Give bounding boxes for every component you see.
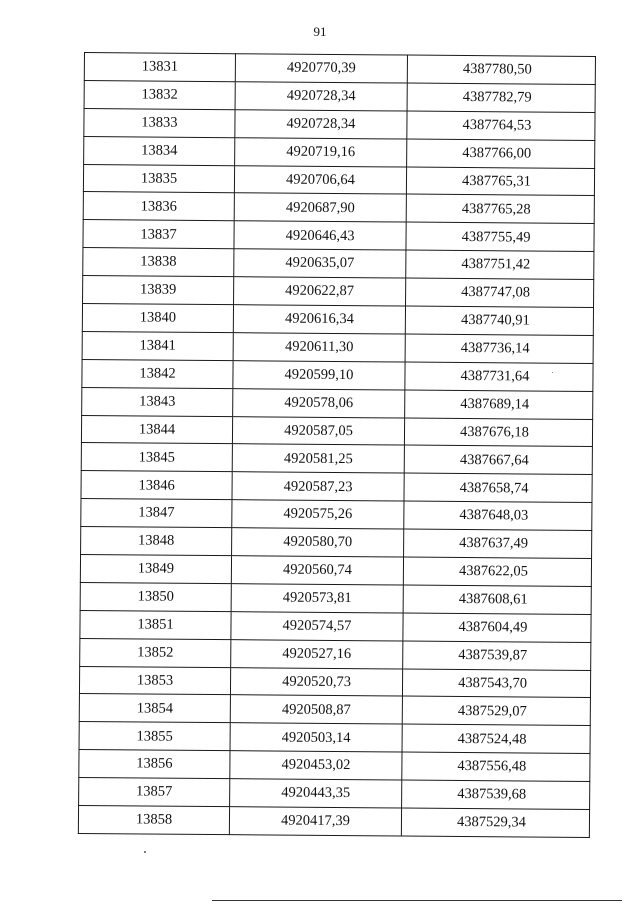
coordinate-table: [78, 52, 596, 838]
point-number-cell: 13854: [79, 694, 230, 723]
table-row: [79, 722, 590, 754]
x-coordinate-cell: 4920728,34: [235, 109, 407, 138]
x-coordinate-cell: 4920728,34: [235, 82, 407, 111]
table-row: [83, 192, 594, 224]
y-coordinate-cell: 4387689,14: [405, 390, 593, 419]
point-number-cell: 13835: [83, 164, 234, 193]
y-coordinate-cell: 4387667,64: [404, 445, 592, 474]
table-row: [79, 778, 590, 810]
x-coordinate-cell: 4920635,07: [234, 249, 406, 278]
table-row: [84, 53, 595, 85]
point-number-cell: 13841: [82, 331, 233, 360]
table-row: [84, 136, 595, 168]
y-coordinate-cell: 4387764,53: [407, 111, 595, 140]
y-coordinate-cell: 4387543,70: [402, 669, 590, 698]
table-row: [80, 610, 591, 642]
table-row: [81, 499, 592, 531]
point-number-cell: 13833: [84, 108, 235, 137]
table-row: [82, 331, 593, 363]
table-row: [79, 694, 590, 726]
table-row: [82, 304, 593, 336]
x-coordinate-cell: 4920443,35: [230, 779, 402, 808]
table-row: [83, 248, 594, 280]
y-coordinate-cell: 4387765,28: [406, 194, 594, 223]
page-number: 91: [313, 24, 327, 39]
table-row: [81, 415, 592, 447]
x-coordinate-cell: 4920574,57: [231, 611, 403, 640]
x-coordinate-cell: 4920527,16: [231, 639, 403, 668]
y-coordinate-cell: 4387766,00: [407, 139, 595, 168]
x-coordinate-cell: 4920706,64: [234, 165, 406, 194]
y-coordinate-cell: 4387608,61: [403, 585, 591, 614]
point-number-cell: 13846: [81, 471, 232, 500]
table-row: [83, 220, 594, 252]
x-coordinate-cell: 4920453,02: [230, 751, 402, 780]
y-coordinate-cell: 4387648,03: [404, 501, 592, 530]
table-row: [84, 108, 595, 140]
point-number-cell: 13839: [83, 276, 234, 305]
point-number-cell: 13851: [80, 610, 231, 639]
x-coordinate-cell: 4920575,26: [232, 500, 404, 529]
point-number-cell: 13849: [80, 555, 231, 584]
y-coordinate-cell: 4387604,49: [403, 613, 591, 642]
y-coordinate-cell: 4387780,50: [407, 55, 595, 84]
table-row: [83, 276, 594, 308]
y-coordinate-cell: 4387556,48: [402, 752, 590, 781]
point-number-cell: 13848: [81, 527, 232, 556]
y-coordinate-cell: 4387539,68: [402, 780, 590, 809]
y-coordinate-cell: 4387755,49: [406, 222, 594, 251]
y-coordinate-cell: 4387782,79: [407, 83, 595, 112]
x-coordinate-cell: 4920560,74: [231, 556, 403, 585]
x-coordinate-cell: 4920508,87: [230, 695, 402, 724]
table-row: [79, 750, 590, 782]
y-coordinate-cell: 4387731,64: [405, 362, 593, 391]
y-coordinate-cell: 4387751,42: [406, 250, 594, 279]
x-coordinate-cell: 4920599,10: [233, 360, 405, 389]
y-coordinate-cell: 4387740,91: [405, 306, 593, 335]
y-coordinate-cell: 4387524,48: [402, 724, 590, 753]
point-number-cell: 13838: [83, 248, 234, 277]
point-number-cell: 13855: [79, 722, 230, 751]
scan-speck: [144, 851, 146, 853]
scan-speck: [552, 372, 553, 373]
x-coordinate-cell: 4920573,81: [231, 584, 403, 613]
y-coordinate-cell: 4387658,74: [404, 473, 592, 502]
table-row: [83, 164, 594, 196]
x-coordinate-cell: 4920578,06: [233, 388, 405, 417]
point-number-cell: 13843: [82, 387, 233, 416]
y-coordinate-cell: 4387676,18: [404, 418, 592, 447]
y-coordinate-cell: 4387529,07: [402, 697, 590, 726]
x-coordinate-cell: 4920687,90: [234, 193, 406, 222]
y-coordinate-cell: 4387765,31: [406, 167, 594, 196]
table-row: [78, 806, 589, 838]
table-row: [80, 582, 591, 614]
table-row: [81, 471, 592, 503]
y-coordinate-cell: 4387529,34: [401, 808, 589, 837]
x-coordinate-cell: 4920616,34: [233, 305, 405, 334]
point-number-cell: 13856: [79, 750, 230, 779]
x-coordinate-cell: 4920581,25: [232, 444, 404, 473]
point-number-cell: 13847: [81, 499, 232, 528]
point-number-cell: 13857: [79, 778, 230, 807]
table-row: [82, 359, 593, 391]
x-coordinate-cell: 4920719,16: [235, 137, 407, 166]
point-number-cell: 13832: [84, 80, 235, 109]
point-number-cell: 13837: [83, 220, 234, 249]
table-row: [82, 387, 593, 419]
table-row: [81, 527, 592, 559]
x-coordinate-cell: 4920580,70: [232, 528, 404, 557]
point-number-cell: 13844: [81, 415, 232, 444]
table-row: [80, 638, 591, 670]
point-number-cell: 13840: [82, 304, 233, 333]
table-row: [84, 80, 595, 112]
point-number-cell: 13845: [81, 443, 232, 472]
y-coordinate-cell: 4387622,05: [403, 557, 591, 586]
y-coordinate-cell: 4387539,87: [403, 641, 591, 670]
table-row: [79, 666, 590, 698]
y-coordinate-cell: 4387747,08: [406, 278, 594, 307]
table-row: [80, 555, 591, 587]
point-number-cell: 13853: [79, 666, 230, 695]
point-number-cell: 13852: [80, 638, 231, 667]
x-coordinate-cell: 4920611,30: [233, 333, 405, 362]
x-coordinate-cell: 4920622,87: [234, 277, 406, 306]
x-coordinate-cell: 4920587,05: [232, 416, 404, 445]
point-number-cell: 13850: [80, 582, 231, 611]
y-coordinate-cell: 4387637,49: [404, 529, 592, 558]
point-number-cell: 13836: [83, 192, 234, 221]
x-coordinate-cell: 4920503,14: [230, 723, 402, 752]
table-row: [81, 443, 592, 475]
point-number-cell: 13858: [78, 806, 229, 835]
x-coordinate-cell: 4920770,39: [235, 54, 407, 83]
x-coordinate-cell: 4920646,43: [234, 221, 406, 250]
y-coordinate-cell: 4387736,14: [405, 334, 593, 363]
point-number-cell: 13834: [84, 136, 235, 165]
coordinate-table-body: [78, 53, 595, 838]
point-number-cell: 13842: [82, 359, 233, 388]
x-coordinate-cell: 4920587,23: [232, 472, 404, 501]
x-coordinate-cell: 4920520,73: [230, 667, 402, 696]
point-number-cell: 13831: [84, 53, 235, 82]
page-bottom-rule: [212, 900, 622, 901]
x-coordinate-cell: 4920417,39: [229, 807, 401, 836]
